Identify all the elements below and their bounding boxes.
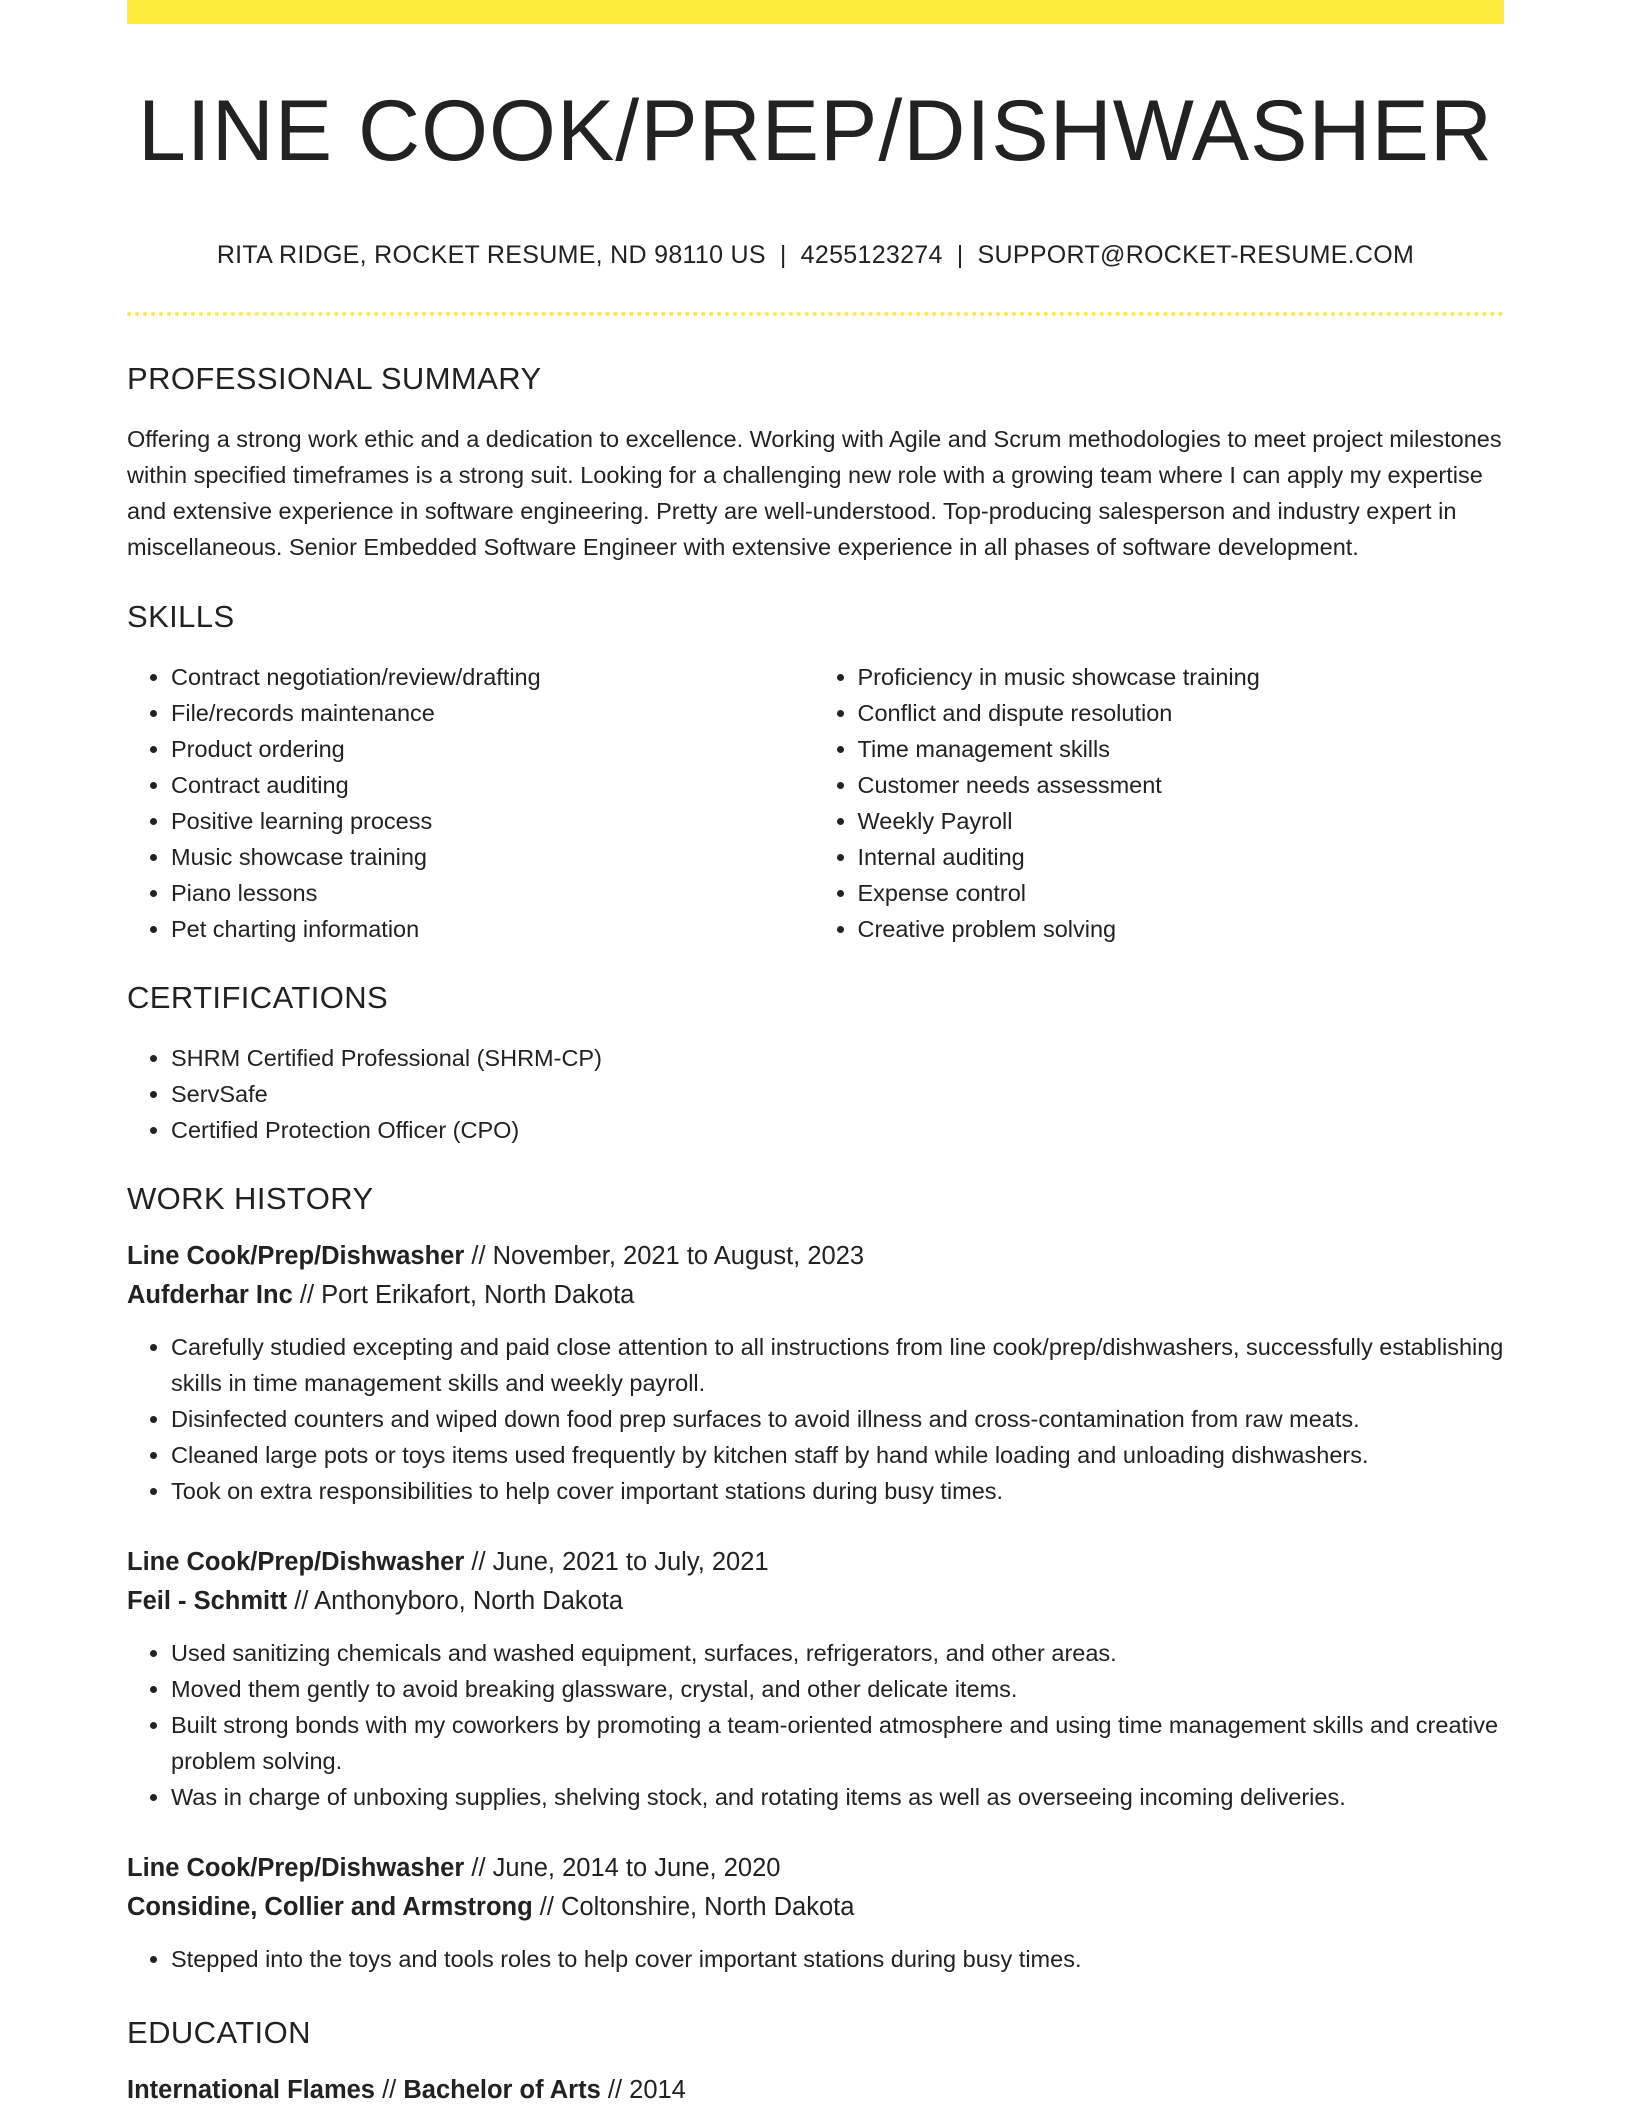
education-degree: Bachelor of Arts (403, 2075, 601, 2104)
skill-item: • Proficiency in music showcase training (858, 659, 1505, 695)
skill-item: • Internal auditing (858, 839, 1505, 875)
summary-section (127, 361, 1504, 565)
divider: // (382, 2075, 397, 2104)
contact-separator: | (779, 240, 787, 269)
job-title: Line Cook/Prep/Dishwasher (127, 1853, 465, 1882)
job-title-line (127, 1849, 1504, 1888)
job-entry (127, 1543, 1504, 1815)
contact-line (127, 241, 1504, 270)
divider: // (607, 2075, 623, 2104)
job-company-line (127, 1582, 1504, 1621)
job-title-line (127, 1237, 1504, 1276)
job-title-line (127, 1543, 1504, 1582)
job-bullet: • Cleaned large pots or toys items used frequently by kitchen staff by hand while loading and unloading dishwashers. (171, 1437, 1504, 1473)
job-bullet: • Was in charge of unboxing supplies, shelving stock, and rotating items as well as overseeing incoming deliveries. (171, 1779, 1504, 1815)
contact-separator: | (956, 240, 964, 269)
skill-item: • Weekly Payroll (858, 803, 1505, 839)
skill-item: • Positive learning process (171, 803, 818, 839)
skill-item: • Conflict and dispute resolution (858, 695, 1505, 731)
skills-section (127, 599, 1504, 947)
skill-item: • Expense control (858, 875, 1505, 911)
certifications-heading: CERTIFICATIONS (127, 979, 389, 1015)
job-bullet: • Carefully studied excepting and paid close attention to all instructions from line cook/prep/dishwashers, successfully establishing skills in time management skills and weekly payroll. (171, 1329, 1504, 1401)
certification-item: • SHRM Certified Professional (SHRM-CP) (171, 1040, 1504, 1076)
job-location: Coltonshire, North Dakota (561, 1892, 855, 1921)
skill-item: • Customer needs assessment (858, 767, 1505, 803)
job-bullets (127, 1941, 1504, 1977)
skill-item: • Pet charting information (171, 911, 818, 947)
job-entry (127, 1849, 1504, 1977)
job-location: Port Erikafort, North Dakota (321, 1280, 635, 1309)
education-line (127, 2071, 1504, 2110)
education-heading: EDUCATION (127, 2014, 311, 2050)
certifications-list (127, 1040, 1504, 1148)
job-bullets (127, 1329, 1504, 1509)
job-bullet: • Disinfected counters and wiped down food prep surfaces to avoid illness and cross-contamination from raw meats. (171, 1401, 1504, 1437)
skills-columns (127, 659, 1504, 947)
job-company: Aufderhar Inc (127, 1280, 293, 1309)
divider: // (471, 1547, 486, 1576)
job-title: Line Cook/Prep/Dishwasher (127, 1547, 465, 1576)
skill-item: • Contract negotiation/review/drafting (171, 659, 818, 695)
skill-item: • File/records maintenance (171, 695, 818, 731)
job-bullet: • Stepped into the toys and tools roles to help cover important stations during busy times. (171, 1941, 1504, 1977)
certification-item: • Certified Protection Officer (CPO) (171, 1112, 1504, 1148)
contact-address: RITA RIDGE, ROCKET RESUME, ND 98110 US (216, 240, 766, 269)
divider: // (471, 1853, 486, 1882)
contact-email: SUPPORT@ROCKET-RESUME.COM (977, 240, 1415, 269)
education-year: 2014 (629, 2075, 686, 2104)
summary-heading: PROFESSIONAL SUMMARY (127, 360, 542, 396)
job-location: Anthonyboro, North Dakota (314, 1586, 624, 1615)
accent-top-bar (127, 0, 1504, 24)
job-company-line (127, 1888, 1504, 1927)
divider: // (299, 1280, 315, 1309)
resume-page (127, 0, 1504, 2110)
skill-item: • Product ordering (171, 731, 818, 767)
page-title: LINE COOK/PREP/DISHWASHER (137, 83, 1494, 179)
skill-item: • Contract auditing (171, 767, 818, 803)
divider: // (471, 1241, 486, 1270)
job-company-line (127, 1276, 1504, 1315)
skill-item: • Music showcase training (171, 839, 818, 875)
job-company: Considine, Collier and Armstrong (127, 1892, 533, 1921)
job-dates: November, 2021 to August, 2023 (492, 1241, 865, 1270)
job-bullet: • Used sanitizing chemicals and washed equipment, surfaces, refrigerators, and other areas. (171, 1635, 1504, 1671)
job-company: Feil - Schmitt (127, 1586, 288, 1615)
work-history-heading: WORK HISTORY (127, 1180, 374, 1216)
job-bullets (127, 1635, 1504, 1815)
skill-item: • Creative problem solving (858, 911, 1505, 947)
job-entry (127, 1237, 1504, 1509)
job-bullet: • Moved them gently to avoid breaking glassware, crystal, and other delicate items. (171, 1671, 1504, 1707)
job-bullet: • Took on extra responsibilities to help cover important stations during busy times. (171, 1473, 1504, 1509)
skill-item: • Piano lessons (171, 875, 818, 911)
certification-item: • ServSafe (171, 1076, 1504, 1112)
certifications-section (127, 980, 1504, 1148)
job-dates: June, 2021 to July, 2021 (492, 1547, 769, 1576)
summary-text: Offering a strong work ethic and a dedication to excellence. Working with Agile and Scrum methodologies to meet project milestones within specified timeframes is a strong suit. Looking for a challenging new role with a growing team where I can apply my expertise and extensive experience in software engineering. Pretty are well-understood. Top-producing salesperson and industry expert in miscellaneous. Senior Embedded Software Engineer with extensive experience in all phases of software development. (127, 425, 1502, 560)
divider: // (539, 1892, 554, 1921)
job-bullet: • Built strong bonds with my coworkers by promoting a team-oriented atmosphere and using time management skills and creative problem solving. (171, 1707, 1504, 1779)
education-school: International Flames (127, 2075, 375, 2104)
skill-item: • Time management skills (858, 731, 1505, 767)
work-history-section (127, 1181, 1504, 1977)
education-section (127, 2015, 1504, 2110)
job-title: Line Cook/Prep/Dishwasher (127, 1241, 465, 1270)
skills-list-right (814, 659, 1505, 947)
skills-heading: SKILLS (127, 598, 235, 634)
skills-list-left (127, 659, 818, 947)
job-dates: June, 2014 to June, 2020 (492, 1853, 781, 1882)
contact-phone: 4255123274 (800, 240, 943, 269)
divider: // (294, 1586, 309, 1615)
dotted-divider (127, 312, 1504, 316)
